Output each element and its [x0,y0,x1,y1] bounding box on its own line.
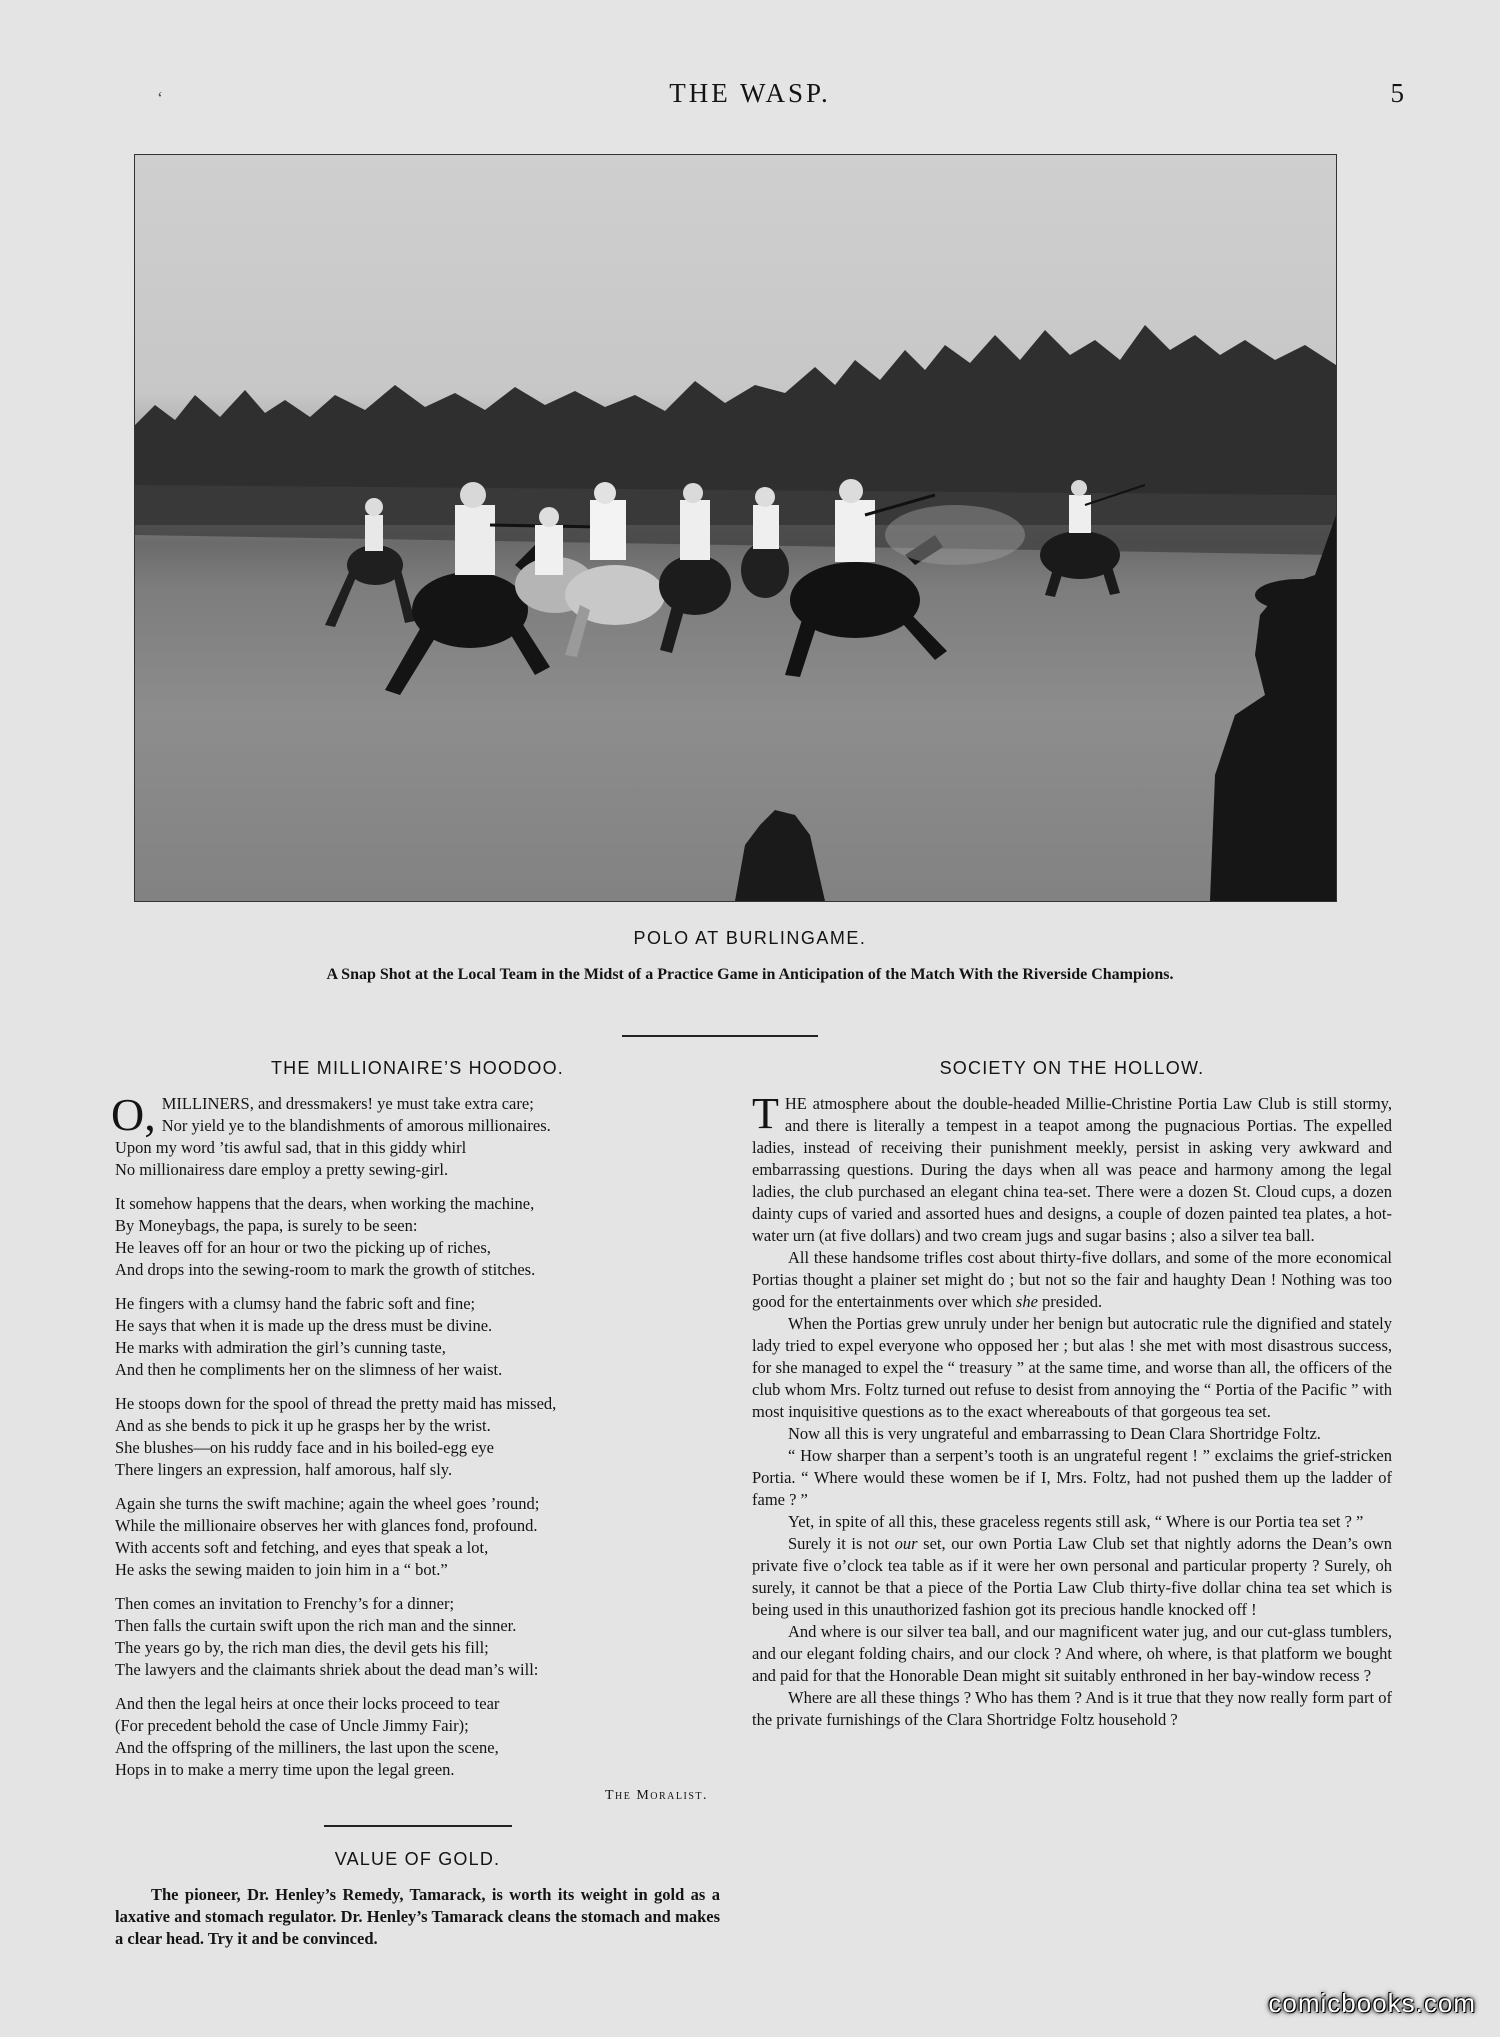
page-number: 5 [1390,78,1404,108]
gold-body [115,1884,720,1950]
society-text: presided. [1037,1292,1103,1311]
poem-line: Again she turns the swift machine; again the wheel goes ’round; [115,1494,540,1513]
poem-line: And as she bends to pick it up he grasps her by the wrist. [115,1416,491,1435]
society-paragraph: “ How sharper than a serpent’s tooth is an ungrateful regent ! ” exclaims the grief-stricken Portia. “ Where would these women be if I, Mrs. Foltz, had not pushed them up the ladder of fame ? ” [752,1446,1392,1509]
poem-line: MILLINERS, and dressmakers! ye must take extra care; [161,1094,534,1113]
gold-title: VALUE OF GOLD. [334,1849,501,1869]
poem-line: Then comes an invitation to Frenchy’s for a dinner; [115,1594,455,1613]
poem-line: He stoops down for the spool of thread the pretty maid has missed, [115,1394,557,1413]
poem-line: He fingers with a clumsy hand the fabric soft and fine; [115,1294,476,1313]
society-paragraph: Now all this is very ungrateful and embarrassing to Dean Clara Shortridge Foltz. [788,1424,1321,1443]
society-paragraph: Yet, in spite of all this, these graceless regents still ask, “ Where is our Portia tea set ? ” [788,1512,1364,1531]
poem-line: By Moneybags, the papa, is surely to be seen: [115,1216,418,1235]
poem-line: It somehow happens that the dears, when working the machine, [115,1194,535,1213]
poem-dropcap: O, [111,1089,156,1140]
right-column [752,1058,1392,1731]
society-text: set, our own Portia Law Club set that nightly adorns the Dean’s own private five o’clock tea table as if it were her own personal and particular property ? Surely, oh surely, it cannot be that a piece of the Portia Law Club thirty-five dollar china tea set which is being used in this unauthorized fashion got its precious handle knocked off ! [752,1534,1392,1619]
treeline-lower [135,485,1336,555]
poem-line: And then the legal heirs at once their locks proceed to tear [115,1694,500,1713]
society-text: Surely it is not [788,1534,895,1553]
spectator-silhouette [1210,515,1336,901]
poem-stanza [115,1293,720,1381]
running-head [0,78,1500,114]
site-watermark: comicbooks.com [1268,1988,1476,2018]
poem-body [111,1089,720,1807]
poem-line: While the millionaire observes her with glances fond, profound. [115,1516,538,1535]
poem-line: No millionairess dare employ a pretty sewing-girl. [115,1160,449,1179]
stray-mark: ‘ [157,88,163,108]
society-emphasis: she [1015,1292,1038,1311]
poem-line: The lawyers and the claimants shriek about the dead man’s will: [115,1660,539,1679]
society-paragraph: When the Portias grew unruly under her benign but autocratic rule the dignified and stately lady tried to expel everyone who opposed her ; but alas ! she met with most disastrous success, for she managed to expel the “ treasury ” at the same time, and worse than all, the officers of the club whom Mrs. Foltz turned out refuse to desist from annoying the “ Portia of the Pacific ” with most inquisitive questions as to the exact whereabouts of that gorgeous tea set. [752,1314,1392,1421]
poem-line: Upon my word ’tis awful sad, that in this giddy whirl [115,1138,467,1157]
caption-rule [622,1035,818,1037]
poem-line: He marks with admiration the girl’s cunning taste, [115,1338,446,1357]
poem-line: He asks the sewing maiden to join him in a “ bot.” [115,1560,448,1579]
poem-stanza [115,1593,720,1681]
society-dropcap: T [752,1089,779,1138]
photo-caption-title: POLO AT BURLINGAME. [633,928,867,948]
poem-signature: The Moralist. [604,1788,708,1803]
society-paragraph [752,1089,1392,1247]
poem-line: Then falls the curtain swift upon the rich man and the sinner. [115,1616,517,1635]
society-emphasis: our [894,1534,918,1553]
gold-rule [324,1825,512,1827]
society-paragraph: And where is our silver tea ball, and our magnificent water jug, and our cut-glass tumblers, and our elegant folding chairs, and our clock ? And where, oh where, is that platform we bought and paid for that the Honorable Dean might sit suitably enthroned in her bay-window recess ? [752,1622,1392,1685]
dust-cloud [885,505,1025,565]
poem-line: She blushes—on his ruddy face and in his boiled-egg eye [115,1438,494,1457]
poem-stanza [115,1393,720,1481]
photo-caption-text: A Snap Shot at the Local Team in the Midst of a Practice Game in Anticipation of the Match With the Riverside Champions. [326,966,1174,983]
poem-stanza [115,1493,720,1581]
poem-line: He leaves off for an hour or two the picking up of riches, [115,1238,491,1257]
poem-line: With accents soft and fetching, and eyes that speak a lot, [115,1538,489,1557]
running-title: THE WASP. [669,78,831,108]
poem-line: Nor yield ye to the blandishments of amorous millionaires. [161,1116,551,1135]
society-paragraph [752,1247,1392,1313]
polo-photograph [134,154,1337,902]
poem-stanza [111,1089,720,1181]
poem-line: And the offspring of the milliners, the last upon the scene, [115,1738,499,1757]
society-paragraph: Where are all these things ? Who has them ? And is it true that they now really form part of the private furnishings of the Clara Shortridge Foltz household ? [752,1688,1392,1729]
society-paragraph [752,1533,1392,1621]
poem-line: (For precedent behold the case of Uncle Jimmy Fair); [115,1716,469,1735]
poem-line: And drops into the sewing-room to mark the growth of stitches. [115,1260,536,1279]
society-paragraph-text: HE atmosphere about the double-headed Millie-Christine Portia Law Club is still stormy, and there is literally a tempest in a teapot among the pugnacious Portias. The expelled ladies, instead of receiving their punishment meekly, persist in asking very awkward and embarrassing questions. During the days when all was peace and harmony among the legal ladies, the club purchased an elegant china tea-set. There were a dozen St. Cloud cups, a dozen dainty cups of varied and assorted hues and designs, a couple of dozen painted tea plates, a hot-water urn (at five dollars) and two cream jugs and sugar basins ; also a silver tea ball. [752,1094,1392,1245]
poem-line: Hops in to make a merry time upon the legal green. [115,1760,455,1779]
poem-line: He says that when it is made up the dress must be divine. [115,1316,493,1335]
society-body [752,1089,1392,1731]
poem-line: The years go by, the rich man dies, the devil gets his fill; [115,1638,489,1657]
poem-line: There lingers an expression, half amorous, half sly. [115,1460,453,1479]
society-title: SOCIETY ON THE HOLLOW. [939,1058,1205,1078]
left-column [111,1058,720,1950]
gold-paragraph: The pioneer, Dr. Henley’s Remedy, Tamarack, is worth its weight in gold as a laxative and stomach regulator. Dr. Henley’s Tamarack cleans the stomach and makes a clear head. Try it and be convinced. [115,1885,720,1948]
polo-photo-illustration [135,155,1336,901]
poem-stanza [115,1693,720,1781]
poem-title: THE MILLIONAIRE’S HOODOO. [270,1058,565,1078]
society-text: All these handsome trifles cost about thirty-five dollars, and some of the more economical Portias thought a plainer set might do ; but not so the fair and haughty Dean ! Nothing was too good for the entertainments over which [752,1248,1392,1311]
poem-line: And then he compliments her on the slimness of her waist. [115,1360,503,1379]
poem-stanza [115,1193,720,1281]
photographer-shadow [735,810,825,901]
